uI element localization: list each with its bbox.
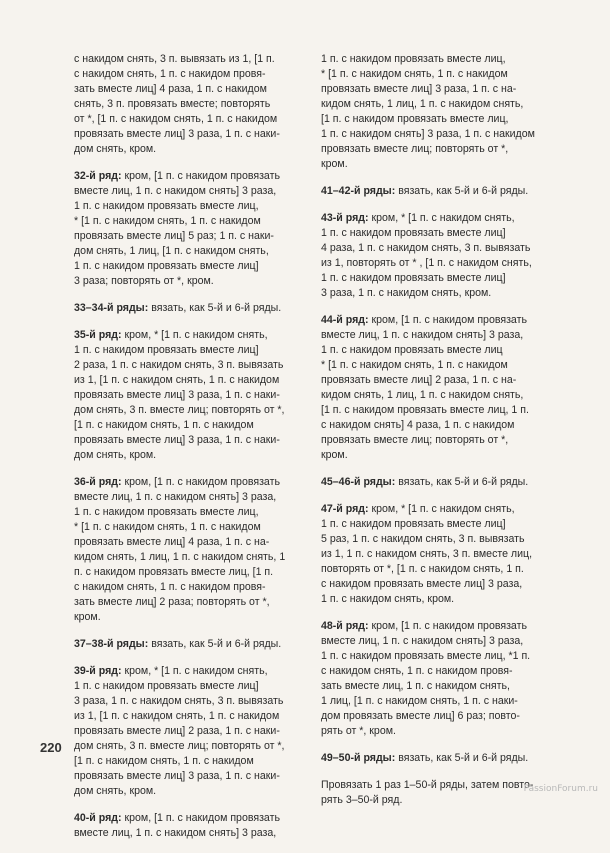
row-label: 39-й ряд: [74, 665, 122, 677]
left-column [74, 52, 314, 853]
paragraph: 36-й ряд: кром, [1 п. с накидом провязать вместе лиц, 1 п. с накидом снять] 3 раза, 1 п. с накидом провязать вместе лиц, * [1 п. с накидом снять, 1 п. с накидом провязать вместе лиц] 4 раза, 1 п. с на- кидом снять, 1 лиц, 1 п. с накидом снять, 1 п. с накидом провязать вместе лиц, [1 п. с накидом снять, 1 п. с накидом провя- зать вместе лиц] 2 раза; повторять от *, кром. [74, 476, 286, 623]
row-label: 43-й ряд: [321, 212, 369, 224]
paragraph: 40-й ряд: кром, [1 п. с накидом провязать вместе лиц, 1 п. с накидом снять] 3 раза, [74, 812, 280, 839]
row-label: 37–38-й ряды: [74, 638, 149, 650]
watermark: PassionForum.ru [523, 784, 598, 794]
row-label: 41–42-й ряды: [321, 185, 396, 197]
paragraph: 43-й ряд: кром, * [1 п. с накидом снять, 1 п. с накидом провязать вместе лиц] 4 раза, 1 п. с накидом снять, 3 п. вывязать из 1, повторять от * , [1 п. с накидом снять, 1 п. с накидом провязать вместе лиц] 3 раза, 1 п. с накидом снять, кром. [321, 212, 532, 299]
row-label: 36-й ряд: [74, 476, 122, 488]
row-label: 33–34-й ряды: [74, 302, 149, 314]
row-label: 44-й ряд: [321, 314, 369, 326]
paragraph: с накидом снять, 3 п. вывязать из 1, [1 п. с накидом снять, 1 п. с накидом провя- зать вместе лиц] 4 раза, 1 п. с накидом снять, 3 п. провязать вместе; повторять от *, [1 п. с накидом снять, 1 п. с накидом провязать вместе лиц] 3 раза, 1 п. с наки- дом снять, кром. [74, 53, 280, 155]
paragraph: 32-й ряд: кром, [1 п. с накидом провязать вместе лиц, 1 п. с накидом снять] 3 раза, 1 п. с накидом провязать вместе лиц, * [1 п. с накидом снять, 1 п. с накидом провязать вместе лиц] 5 раз; 1 п. с наки- дом снять, 1 лиц, [1 п. с накидом снять, 1 п. с накидом провязать вместе лиц] 3 раза; повторять от *, кром. [74, 170, 280, 287]
row-label: 49–50-й ряды: [321, 752, 396, 764]
paragraph: 33–34-й ряды: вязать, как 5-й и 6-й ряды. [74, 302, 282, 314]
right-column [321, 52, 571, 820]
row-label: 48-й ряд: [321, 620, 369, 632]
paragraph: 45–46-й ряды: вязать, как 5-й и 6-й ряды. [321, 476, 529, 488]
paragraph: 41–42-й ряды: вязать, как 5-й и 6-й ряды. [321, 185, 529, 197]
paragraph: 47-й ряд: кром, * [1 п. с накидом снять, 1 п. с накидом провязать вместе лиц] 5 раз, 1 п. с накидом снять, 3 п. вывязать из 1, 1 п. с накидом снять, 3 п. вместе лиц, повторять от *, [1 п. с накидом снять, 1 п. с накидом провязать вместе лиц] 3 раза, 1 п. с накидом снять, кром. [321, 503, 533, 605]
paragraph: 37–38-й ряды: вязать, как 5-й и 6-й ряды. [74, 638, 282, 650]
paragraph: Провязать 1 раз 1–50-й ряды, затем повто- рять 3–50-й ряд. [321, 779, 534, 806]
row-label: 35-й ряд: [74, 329, 122, 341]
row-label: 40-й ряд: [74, 812, 122, 824]
paragraph: 49–50-й ряды: вязать, как 5-й и 6-й ряды. [321, 752, 529, 764]
row-label: 45–46-й ряды: [321, 476, 396, 488]
paragraph: 1 п. с накидом провязать вместе лиц, * [1 п. с накидом снять, 1 п. с накидом провязать вместе лиц] 3 раза, 1 п. с на- кидом снять, 1 лиц, 1 п. с накидом снять, [1 п. с накидом провязать вместе лиц, 1 п. с накидом снять] 3 раза, 1 п. с накидом провязать вместе лиц; повторять от *, кром. [321, 53, 535, 170]
paragraph: 35-й ряд: кром, * [1 п. с накидом снять, 1 п. с накидом провязать вместе лиц] 2 раза, 1 п. с накидом снять, 3 п. вывязать из 1, [1 п. с накидом снять, 1 п. с накидом провязать вместе лиц] 3 раза, 1 п. с наки- дом снять, 3 п. вместе лиц; повторять от *, [1 п. с накидом снять, 1 п. с накидом провязать вместе лиц] 3 раза, 1 п. с наки- дом снять, кром. [74, 329, 285, 461]
row-label: 47-й ряд: [321, 503, 369, 515]
paragraph: 48-й ряд: кром, [1 п. с накидом провязать вместе лиц, 1 п. с накидом снять] 3 раза, 1 п. с накидом провязать вместе лиц, *1 п. с накидом снять, 1 п. с накидом провя- зать вместе лиц, 1 п. с накидом снять, 1 лиц, [1 п. с накидом снять, 1 п. с наки- дом провязать вместе лиц] 6 раз; повто- рять от *, кром. [321, 620, 531, 737]
page-number: 220 [40, 740, 62, 755]
paragraph: 44-й ряд: кром, [1 п. с накидом провязать вместе лиц, 1 п. с накидом снять] 3 раза, 1 п. с накидом провязать вместе лиц * [1 п. с накидом снять, 1 п. с накидом провязать вместе лиц] 2 раза, 1 п. с на- кидом снять, 1 лиц, 1 п. с накидом снять, [1 п. с накидом провязать вместе лиц, 1 п. с накидом снять] 4 раза, 1 п. с накидом провязать вместе лиц; повторять от *, кром. [321, 314, 529, 461]
row-label: 32-й ряд: [74, 170, 122, 182]
paragraph: 39-й ряд: кром, * [1 п. с накидом снять, 1 п. с накидом провязать вместе лиц] 3 раза, 1 п. с накидом снять, 3 п. вывязать из 1, [1 п. с накидом снять, 1 п. с накидом провязать вместе лиц] 2 раза, 1 п. с наки- дом снять, 3 п. вместе лиц; повторять от *, [1 п. с накидом снять, 1 п. с накидом провязать вместе лиц] 3 раза, 1 п. с наки- дом снять, кром. [74, 665, 285, 797]
